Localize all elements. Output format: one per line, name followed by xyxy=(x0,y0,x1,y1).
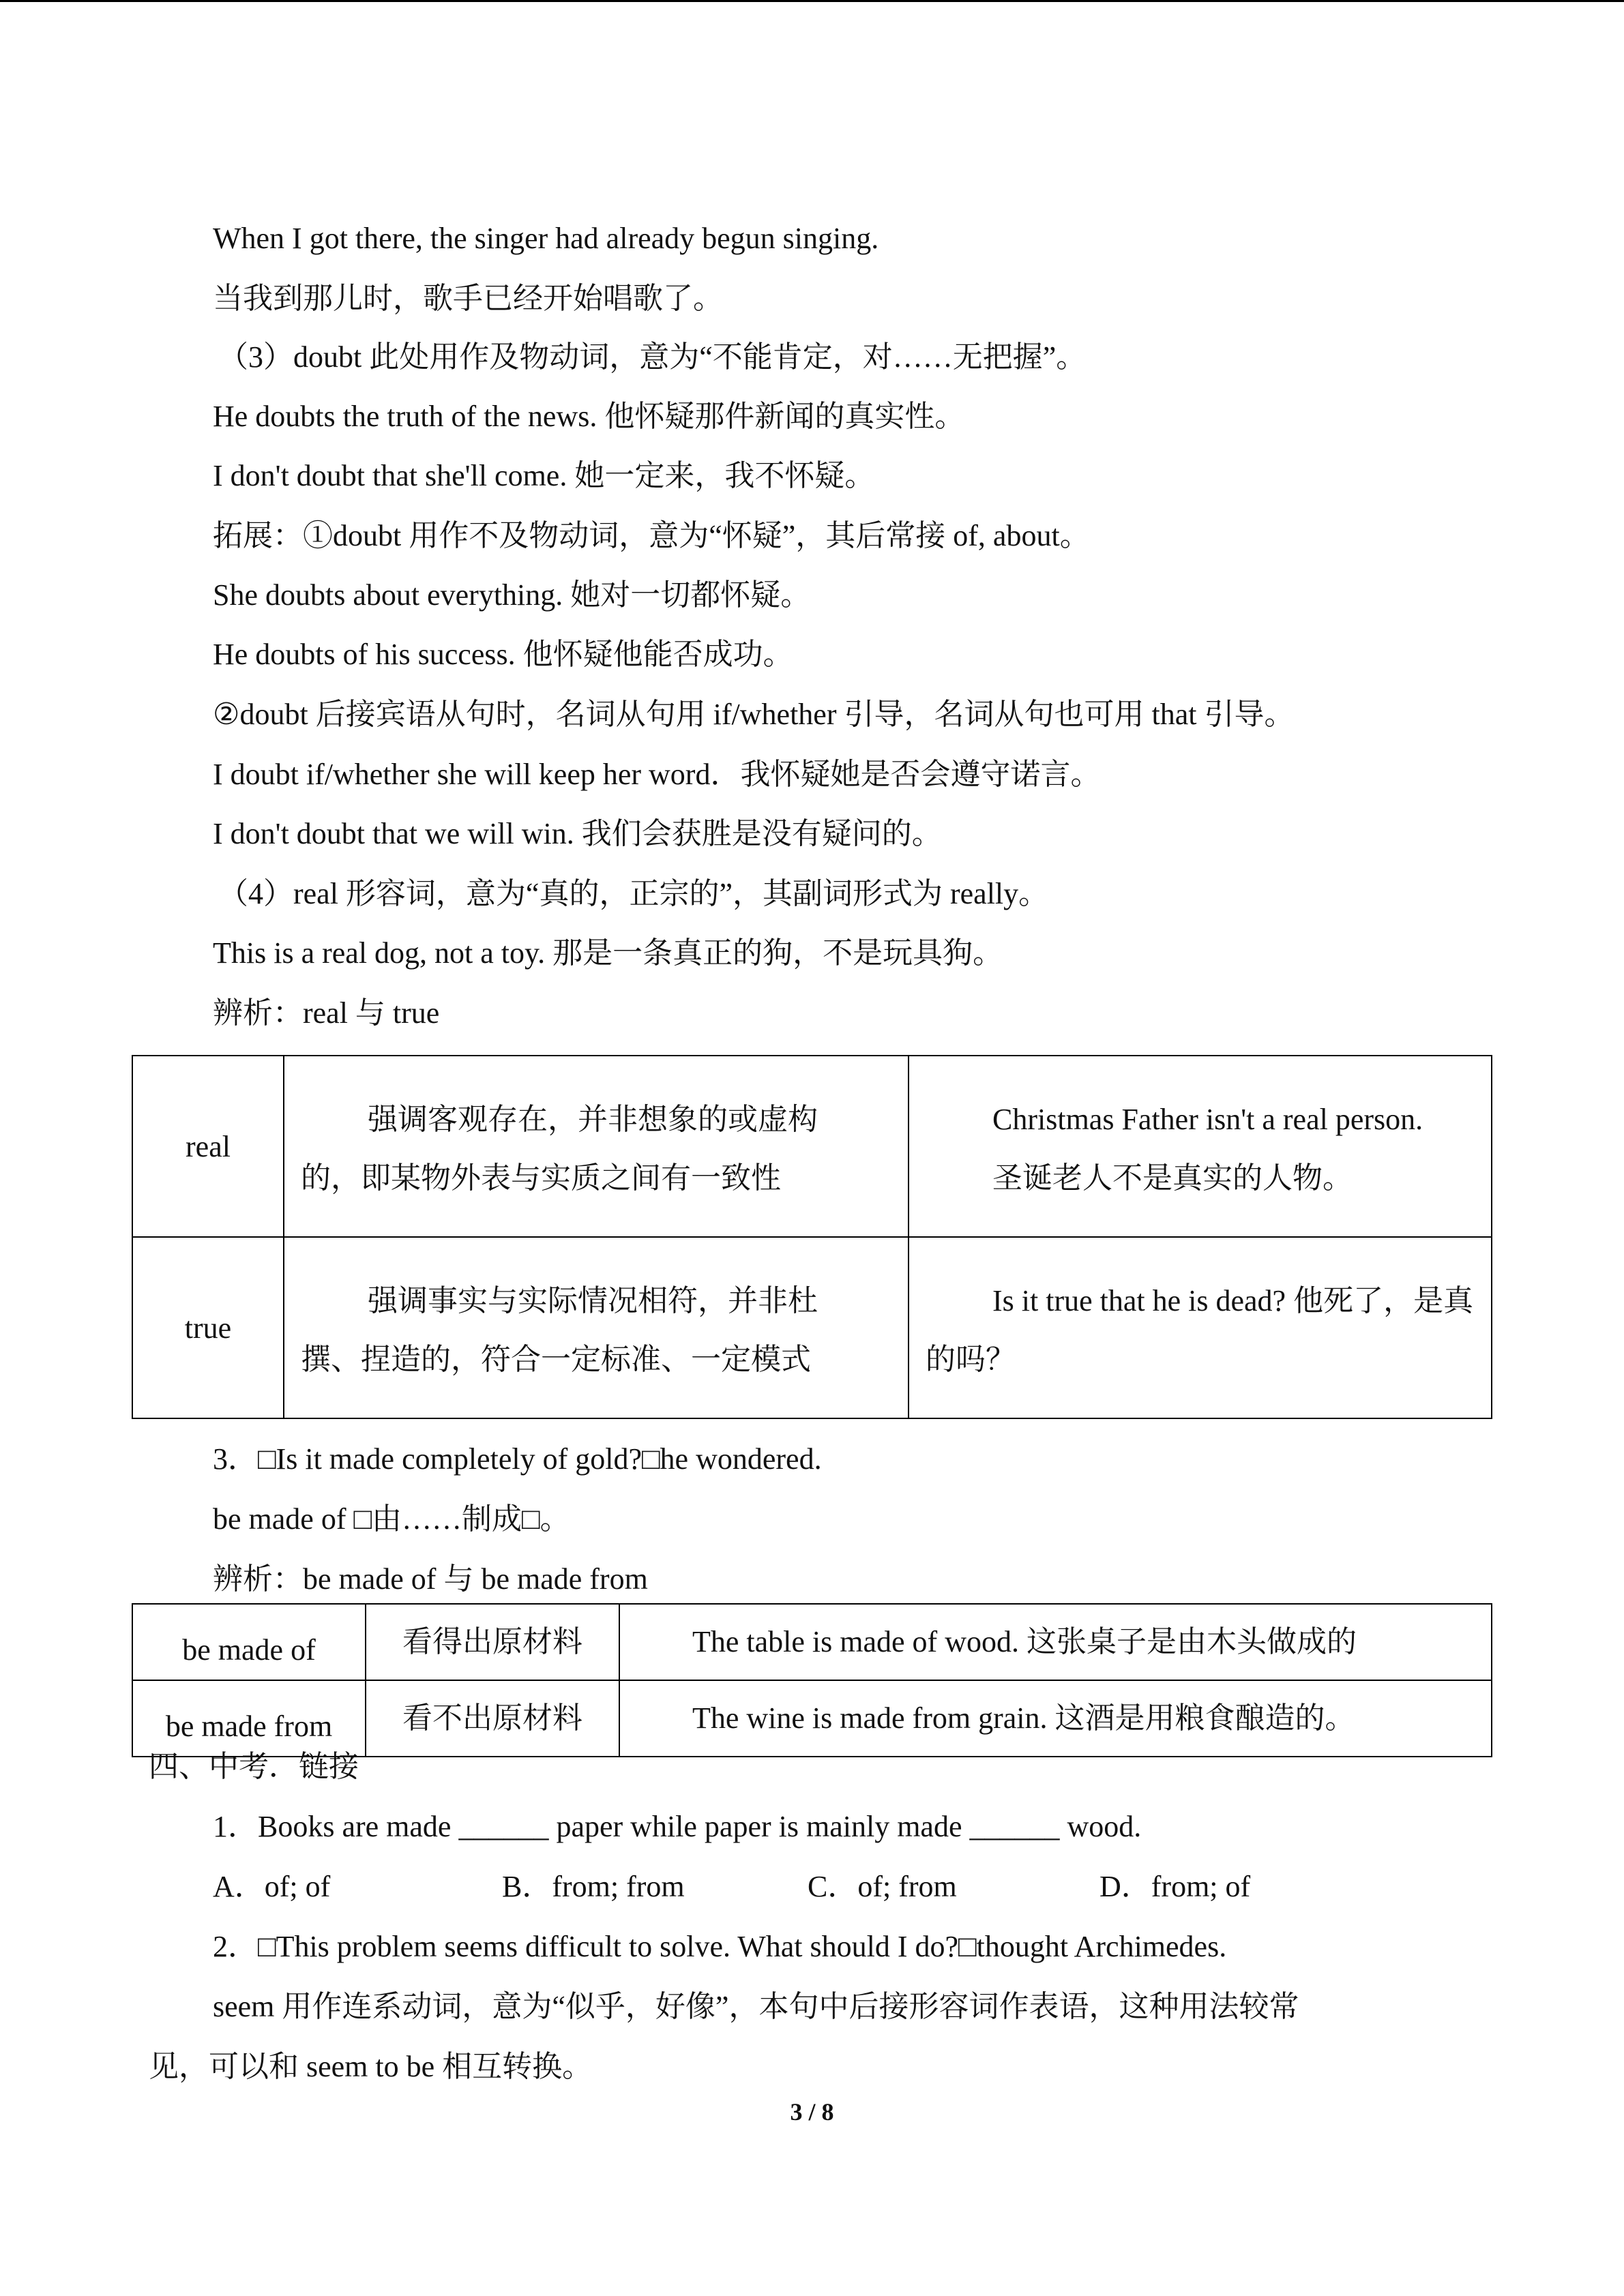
text-line: 拓展：①doubt 用作不及物动词，意为“怀疑”，其后常接 of, about。 xyxy=(213,519,1090,552)
table-cell-meaning xyxy=(284,1056,909,1237)
table-row xyxy=(132,1056,1492,1237)
option-d: D．from; of xyxy=(1099,1870,1251,1903)
table-cell-example: The wine is made from grain. 这酒是用粮食酿造的。 xyxy=(619,1680,1492,1757)
real-vs-true-table xyxy=(132,1055,1492,1419)
text-line: When I got there, the singer had already begun singing. xyxy=(213,222,879,255)
example-en: Christmas Father isn't a real person. xyxy=(992,1103,1423,1136)
table-cell-phrase: be made of xyxy=(132,1604,366,1680)
table-cell-meaning: 看不出原材料 xyxy=(366,1680,619,1757)
text-line: I don't doubt that we will win. 我们会获胜是没有疑问的。 xyxy=(213,817,942,850)
text-line: She doubts about everything. 她对一切都怀疑。 xyxy=(213,578,811,612)
text-line: I doubt if/whether she will keep her word．我怀疑她是否会遵守诺言。 xyxy=(213,758,1101,791)
table-row xyxy=(132,1604,1492,1680)
text-line: （3）doubt 此处用作及物动词，意为“不能肯定，对……无把握”。 xyxy=(218,340,1087,374)
question-1: 1．Books are made ______ paper while paper is mainly made ______ wood. xyxy=(213,1810,1142,1843)
text-line: He doubts the truth of the news. 他怀疑那件新闻的真实性。 xyxy=(213,400,965,433)
table-cell-example xyxy=(909,1237,1492,1418)
text-line: ②doubt 后接宾语从句时，名词从句用 if/whether 引导，名词从句也可用 that 引导。 xyxy=(213,698,1295,731)
table-cell-example xyxy=(909,1056,1492,1237)
meaning-text: 强调事实与实际情况相符，并非杜撰、捏造的，符合一定标准、一定模式 xyxy=(301,1284,818,1376)
meaning-text: 强调客观存在，并非想象的或虚构的，即某物外表与实质之间有一致性 xyxy=(301,1103,818,1195)
page-number: 3 / 8 xyxy=(790,2098,834,2126)
text-line: 当我到那儿时，歌手已经开始唱歌了。 xyxy=(213,282,723,315)
table-cell-phrase: be made from xyxy=(132,1680,366,1757)
table-row xyxy=(132,1237,1492,1418)
text-line: 2．□This problem seems difficult to solve. What should I do?□thought Archimedes. xyxy=(213,1930,1227,1963)
text-line: 3．□Is it made completely of gold?□he wondered. xyxy=(213,1442,822,1476)
option-a: A．of; of xyxy=(213,1870,331,1903)
text-line: I don't doubt that she'll come. 她一定来，我不怀疑。 xyxy=(213,459,875,492)
text-line: This is a real dog, not a toy. 那是一条真正的狗，不是玩具狗。 xyxy=(213,936,1003,970)
text-line: 辨析：be made of 与 be made from xyxy=(213,1562,648,1596)
table-row xyxy=(132,1680,1492,1757)
example-text: Is it true that he is dead? 他死了，是真的吗？ xyxy=(926,1284,1474,1376)
table-cell-word: true xyxy=(132,1237,284,1418)
table-cell-meaning xyxy=(284,1237,909,1418)
section-heading: 四、中考．链接 xyxy=(149,1750,359,1783)
table-cell-word: real xyxy=(132,1056,284,1237)
text-line: 见，可以和 seem to be 相互转换。 xyxy=(149,2050,593,2083)
text-line: He doubts of his success. 他怀疑他能否成功。 xyxy=(213,638,793,671)
option-c: C．of; from xyxy=(808,1870,957,1903)
text-line: 辨析：real 与 true xyxy=(213,996,440,1030)
text-line: seem 用作连系动词，意为“似乎，好像”，本句中后接形容词作表语，这种用法较常 xyxy=(213,1990,1299,2023)
example-zh: 圣诞老人不是真实的人物。 xyxy=(992,1161,1353,1195)
text-line: （4）real 形容词，意为“真的，正宗的”，其副词形式为 really。 xyxy=(218,877,1049,910)
option-b: B．from; from xyxy=(502,1870,685,1903)
answer-options xyxy=(213,1866,1250,1907)
table-cell-example: The table is made of wood. 这张桌子是由木头做成的 xyxy=(619,1604,1492,1680)
table-cell-meaning: 看得出原材料 xyxy=(366,1604,619,1680)
made-of-vs-from-table xyxy=(132,1603,1492,1757)
text-line: be made of □由……制成□。 xyxy=(213,1502,570,1536)
